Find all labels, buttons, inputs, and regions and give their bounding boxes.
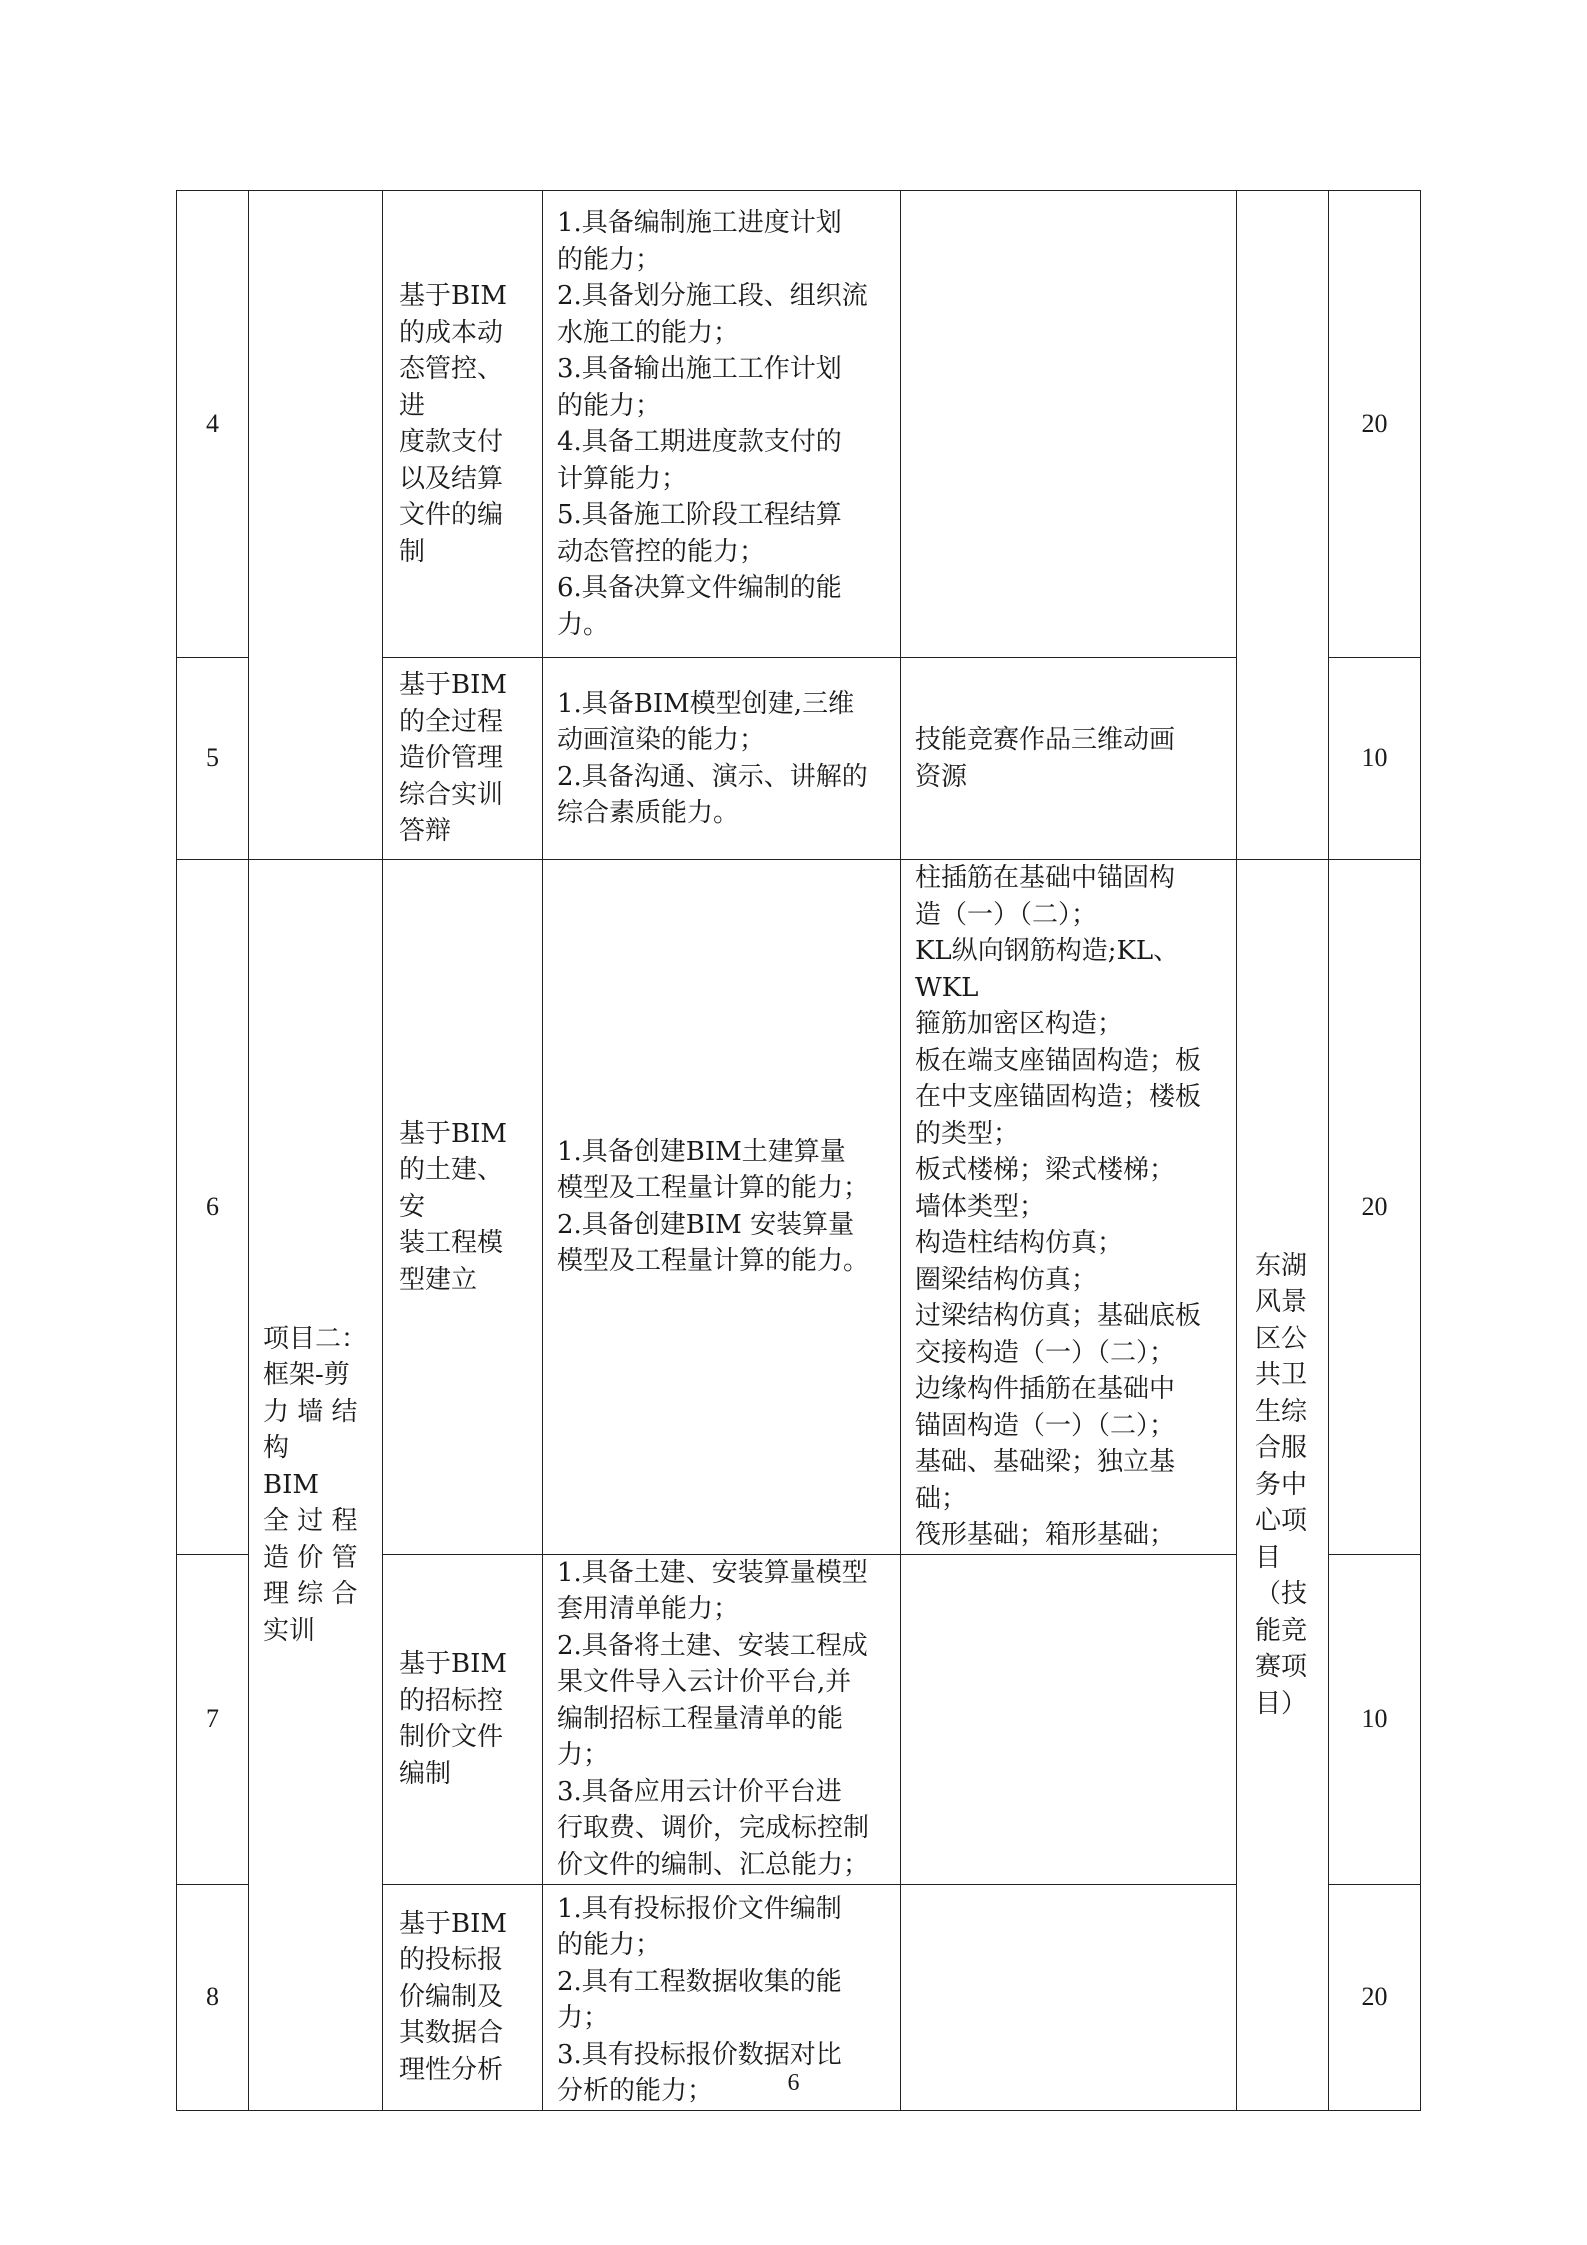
text-line: 理性分析 [399,2054,504,2085]
text-line: 能竞 [1255,1615,1308,1646]
text-line: 的投标报 [399,1945,504,1976]
text-line: 其数据合 [399,2018,504,2049]
table-row [177,191,1421,658]
teaching-resources [901,191,1237,658]
text-line: 3.具备应用云计价平台进 [557,1776,842,1807]
text-line: 板在端支座锚固构造；板 [915,1045,1202,1076]
text-line: 基于BIM [399,1649,507,1679]
score: 20 [1329,191,1421,658]
teaching-resources [901,860,1237,1555]
text-line: 4.具备工期进度款支付的 [557,427,842,457]
course-content-table [176,190,1421,2111]
text-line: 果文件导入云计价平台,并 [557,1667,852,1698]
text-line: 力 墙 结 [263,1396,358,1427]
text-line: 基于BIM [399,1118,507,1149]
text-line: 的能力； [557,1930,662,1960]
text-line: 基于BIM [399,1908,507,1939]
text-line: 造价管理 [399,743,504,774]
text-line: 2.具有工程数据收集的能 [557,1966,842,1997]
text-line: 风景 [1255,1287,1308,1317]
row-number: 7 [177,1554,249,1884]
module-name [383,191,543,658]
text-line: 理 综 合 [263,1579,358,1609]
text-line: 全 过 程 [263,1506,358,1536]
text-line: 水施工的能力； [557,317,740,348]
text-line: 的能力； [557,244,662,275]
text-line: 力。 [557,609,610,640]
text-line: 型建立 [399,1264,478,1295]
page-number: 6 [787,2070,800,2096]
text-line: 综合实训 [399,779,504,810]
text-line: 行取费、调价，完成标控制 [557,1813,870,1844]
text-line: 装工程模 [399,1228,504,1258]
text-line: 筏形基础；箱形基础； [915,1520,1176,1550]
text-line: 造 价 管 [263,1542,358,1573]
score: 10 [1329,658,1421,860]
project-cell-empty [249,191,383,860]
teaching-resources [901,658,1237,860]
text-line: 锚固构造（一）（二）； [915,1410,1176,1441]
project-two-cell [249,860,383,2111]
text-line: 编制招标工程量清单的能 [557,1703,844,1734]
text-line: 分析的能力； [557,2076,714,2106]
text-line: 力； [557,2003,610,2033]
text-line: 在中支座锚固构造；楼板 [915,1082,1202,1112]
text-line: 务中 [1255,1469,1308,1500]
text-line: 目） [1255,1688,1308,1719]
text-line: 6.具备决算文件编制的能 [557,573,842,603]
text-line: 构造柱结构仿真； [915,1228,1124,1258]
text-line: 编制 [399,1758,452,1789]
text-line: 的能力； [557,390,662,421]
text-line: 3.具有投标报价数据对比 [557,2039,842,2070]
text-line: 价文件的编制、汇总能力； [557,1849,870,1880]
text-line: 合服 [1255,1433,1308,1463]
text-line: 基础、基础梁；独立基础； [915,1447,1176,1514]
text-line: （技 [1255,1579,1308,1609]
text-line: 2.具备创建BIM 安装算量 [557,1209,855,1240]
ability-requirements [543,658,901,860]
text-line: 模型及工程量计算的能力。 [557,1246,870,1277]
text-line: 态管控、进 [399,354,504,421]
ability-requirements [543,191,901,658]
text-line: 5.具备施工阶段工程结算 [557,500,842,530]
text-line: 心项 [1255,1506,1308,1536]
row-number: 5 [177,658,249,860]
text-line: 动态管控的能力； [557,536,766,567]
text-line: 框架-剪 [263,1360,350,1390]
text-line: 以及结算 [399,463,504,494]
text-line: 的成本动 [399,317,504,348]
text-line: 的土建、安 [399,1155,504,1222]
text-line: 圈梁结构仿真； [915,1264,1098,1295]
case-cell-empty [1237,191,1329,860]
text-line: 基于BIM [399,281,507,311]
text-line: 共卫 [1255,1360,1308,1390]
text-line: 墙体类型； [915,1191,1046,1222]
text-line: 1.具备BIM模型创建,三维 [557,688,855,719]
text-line: 板式楼梯；梁式楼梯； [915,1155,1176,1185]
text-line: 构 BIM [263,1433,319,1500]
text-line: 2.具备将土建、安装工程成 [557,1630,868,1661]
text-line: 模型及工程量计算的能力； [557,1173,870,1204]
text-line: 1.具备编制施工进度计划 [557,208,842,238]
text-line: 生综 [1255,1396,1308,1427]
text-line: 柱插筋在基础中锚固构 [915,863,1176,893]
text-line: 力； [557,1740,610,1771]
score: 20 [1329,860,1421,1555]
text-line: 文件的编 [399,500,504,530]
text-line: 套用清单能力； [557,1594,740,1625]
text-line: 基于BIM [399,670,507,701]
row-number: 8 [177,1884,249,2110]
text-line: 箍筋加密区构造； [915,1009,1124,1039]
row-number: 6 [177,860,249,1555]
text-line: 资源 [915,761,968,792]
text-line: 交接构造（一）（二）； [915,1337,1176,1368]
text-line: 实训 [263,1615,316,1646]
module-name [383,658,543,860]
text-line: 综合素质能力。 [557,798,740,828]
text-line: 项目二： [263,1323,368,1354]
text-line: 赛项 [1255,1652,1308,1682]
ability-requirements [543,1554,901,1884]
text-line: 度款支付 [399,427,504,457]
module-name [383,1554,543,1884]
text-line: 制 [399,536,426,567]
score: 10 [1329,1554,1421,1884]
text-line: 价编制及 [399,1981,504,2012]
text-line: 1.具备土建、安装算量模型 [557,1557,868,1588]
text-line: 技能竞赛作品三维动画 [915,725,1176,755]
text-line: 边缘构件插筋在基础中 [915,1374,1176,1404]
text-line: 答辩 [399,816,452,847]
row-number: 4 [177,191,249,658]
text-line: 3.具备输出施工工作计划 [557,354,842,384]
text-line: 2.具备沟通、演示、讲解的 [557,761,868,792]
text-line: 动画渲染的能力； [557,725,766,755]
text-line: 东湖 [1255,1250,1308,1281]
text-line: 制价文件 [399,1722,504,1752]
text-line: 的全过程 [399,706,504,737]
score: 20 [1329,1884,1421,2110]
text-line: 目 [1255,1542,1282,1573]
ability-requirements [543,860,901,1555]
text-line: 1.具有投标报价文件编制 [557,1893,842,1924]
text-line: 计算能力； [557,463,688,494]
text-line: 的类型； [915,1118,1020,1149]
table-row [177,860,1421,1555]
text-line: 的招标控 [399,1685,504,1716]
text-line: 造（一）（二）； [915,899,1098,930]
text-line: KL纵向钢筋构造;KL、WKL [915,936,1180,1003]
text-line: 2.具备划分施工段、组织流 [557,281,868,311]
text-line: 过梁结构仿真；基础底板 [915,1301,1202,1331]
case-project-cell [1237,860,1329,2111]
text-line: 1.具备创建BIM土建算量 [557,1136,846,1167]
teaching-resources [901,1554,1237,1884]
module-name [383,860,543,1555]
text-line: 区公 [1255,1323,1308,1354]
